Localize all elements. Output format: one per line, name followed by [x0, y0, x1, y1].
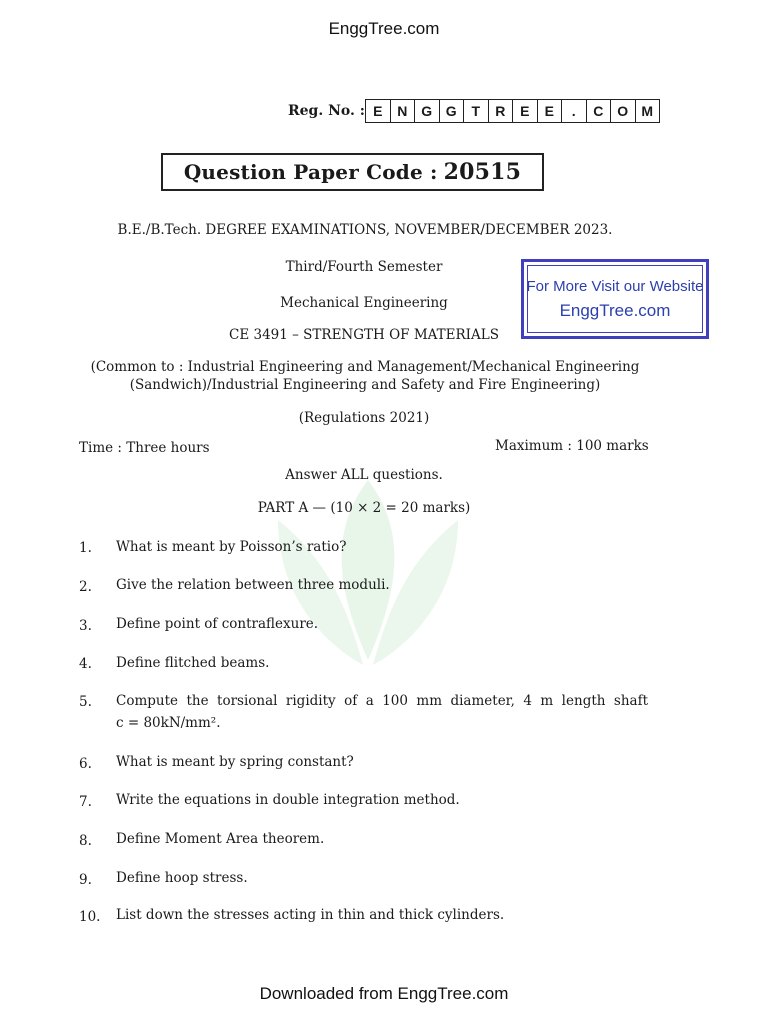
reg-no-box: E — [366, 100, 391, 122]
question-text: Define point of contraflexure. — [116, 616, 319, 632]
site-footer: Downloaded from EnggTree.com — [259, 984, 509, 1003]
time-label: Time : Three hours — [79, 440, 210, 456]
course-title: CE 3491 – STRENGTH OF MATERIALS — [229, 327, 499, 343]
question-number: 8. — [79, 833, 92, 849]
question-number: 5. — [79, 694, 92, 710]
question-text: Define Moment Area theorem. — [116, 831, 325, 847]
question-number: 4. — [79, 656, 92, 672]
reg-no-box: . — [562, 100, 587, 122]
question-number: 1. — [79, 540, 92, 556]
reg-no-box: M — [641, 103, 654, 119]
question-number: 2. — [79, 579, 92, 595]
answer-all-instruction: Answer ALL questions. — [285, 467, 443, 483]
question-text: What is meant by Poisson’s ratio? — [116, 539, 347, 555]
promo-box — [521, 259, 709, 339]
reg-no-box: E — [513, 100, 538, 122]
reg-no-box: N — [391, 100, 416, 122]
promo-line-2: EnggTree.com — [559, 300, 671, 320]
reg-no-box: G — [440, 100, 465, 122]
question-text: Give the relation between three moduli. — [116, 577, 390, 593]
reg-no-box: R — [489, 100, 514, 122]
question-paper-code-number: 20515 — [443, 159, 522, 185]
question-text: List down the stresses acting in thin and thick cylinders. — [116, 907, 505, 923]
question-text: What is meant by spring constant? — [116, 754, 354, 770]
reg-no-box: T — [464, 100, 489, 122]
promo-line-1: For More Visit our Website — [526, 277, 704, 295]
common-to-line-1: (Common to : Industrial Engineering and Management/Mechanical Engineering — [90, 359, 640, 375]
watermark-logo-icon — [258, 460, 478, 690]
department: Mechanical Engineering — [280, 295, 448, 311]
question-number: 6. — [79, 756, 92, 772]
reg-no-box: E — [538, 100, 563, 122]
reg-no-box: O — [611, 100, 636, 122]
exam-title: B.E./B.Tech. DEGREE EXAMINATIONS, NOVEMBER/DECEMBER 2023. — [117, 222, 613, 238]
common-to-line-2: (Sandwich)/Industrial Engineering and Safety and Fire Engineering) — [129, 377, 601, 393]
question-text: Define flitched beams. — [116, 655, 270, 671]
reg-no-label: Reg. No. : — [288, 103, 365, 119]
site-header: EnggTree.com — [328, 19, 440, 38]
question-text: Define hoop stress. — [116, 870, 248, 886]
question-number: 9. — [79, 872, 92, 888]
maximum-marks: Maximum : 100 marks — [495, 438, 649, 454]
reg-no-box: C — [587, 100, 612, 122]
question-text-continued: c = 80kN/mm². — [116, 715, 221, 731]
part-a-heading: PART A — (10 × 2 = 20 marks) — [257, 500, 471, 516]
reg-no-box: G — [415, 100, 440, 122]
question-text: Compute the torsional rigidity of a 100 mm diameter, 4 m length shaft — [116, 693, 648, 709]
question-paper-code-label: Question Paper Code : — [183, 160, 438, 184]
question-number: 3. — [79, 618, 92, 634]
question-number: 10. — [79, 909, 101, 925]
common-to-note — [90, 358, 640, 394]
reg-no-boxes — [365, 99, 660, 123]
question-paper-code-box — [161, 153, 544, 191]
question-number: 7. — [79, 794, 92, 810]
semester: Third/Fourth Semester — [285, 259, 443, 275]
question-text: Write the equations in double integration method. — [116, 792, 460, 808]
regulations: (Regulations 2021) — [298, 410, 430, 426]
